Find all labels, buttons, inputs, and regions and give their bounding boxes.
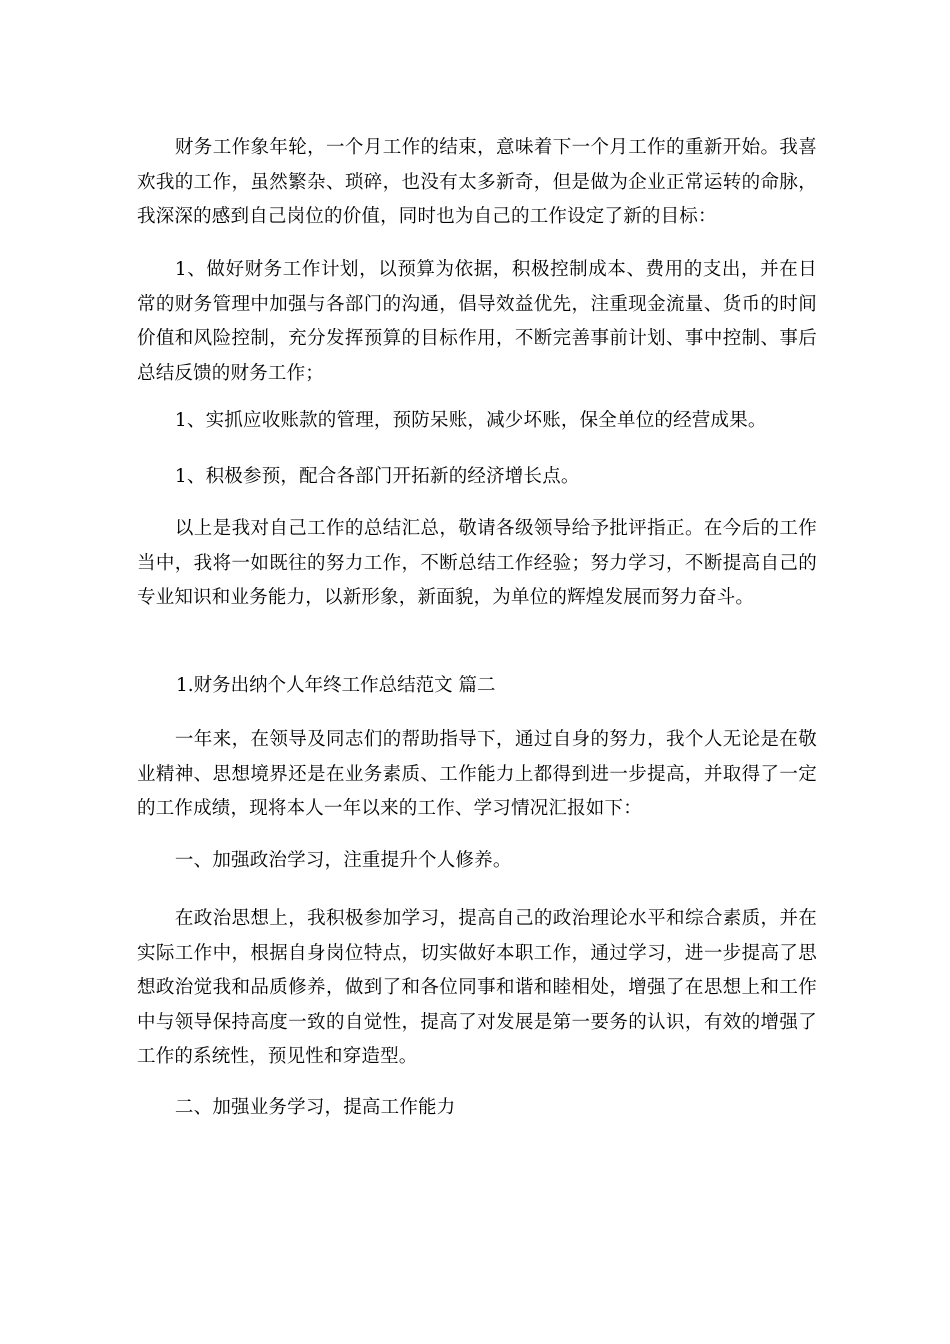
paragraph-part-two-intro: 一年来，在领导及同志们的帮助指导下，通过自身的努力，我个人无论是在敬业精神、思想境界还是在业务素质、工作能力上都得到进一步提高，并取得了一定的工作成绩，现将本人一年以来的工作、学习情况汇报如下： xyxy=(137,729,817,819)
section-heading-part-two: 1.财务出纳个人年终工作总结范文 篇二 xyxy=(176,675,496,696)
paragraph-goal-2: 1、实抓应收账款的管理，预防呆账，减少坏账，保全单位的经营成果。 xyxy=(174,410,767,431)
paragraph-intro: 财务工作象年轮，一个月工作的结束，意味着下一个月工作的重新开始。我喜欢我的工作，虽然繁杂、琐碎，也没有太多新奇，但是做为企业正常运转的命脉，我深深的感到自己岗位的价值，同时也为自己的工作设定了新的目标： xyxy=(137,137,817,227)
paragraph-goal-1: 1、做好财务工作计划，以预算为依据，积极控制成本、费用的支出，并在日常的财务管理中加强与各部门的沟通，倡导效益优先，注重现金流量、货币的时间价值和风险控制，充分发挥预算的目标作用，不断完善事前计划、事中控制、事后总结反馈的财务工作； xyxy=(137,259,817,384)
subheading-business-study: 二、加强业务学习，提高工作能力 xyxy=(174,1097,456,1118)
paragraph-goal-3: 1、积极参预，配合各部门开拓新的经济增长点。 xyxy=(174,466,580,487)
paragraph-political-study: 在政治思想上，我积极参加学习，提高自己的政治理论水平和综合素质，并在实际工作中，根据自身岗位特点，切实做好本职工作，通过学习，进一步提高了思想政治觉我和品质修养，做到了和各位同事和谐和睦相处，增强了在思想上和工作中与领导保持高度一致的自觉性，提高了对发展是第一要务的认识，有效的增强了工作的系统性，预见性和穿造型。 xyxy=(137,908,817,1067)
paragraph-conclusion: 以上是我对自己工作的总结汇总，敬请各级领导给予批评指正。在今后的工作当中，我将一如既往的努力工作，不断总结工作经验；努力学习，不断提高自己的专业知识和业务能力，以新形象，新面貌，为单位的辉煌发展而努力奋斗。 xyxy=(137,518,817,608)
subheading-political-study: 一、加强政治学习，注重提升个人修养。 xyxy=(174,850,512,871)
